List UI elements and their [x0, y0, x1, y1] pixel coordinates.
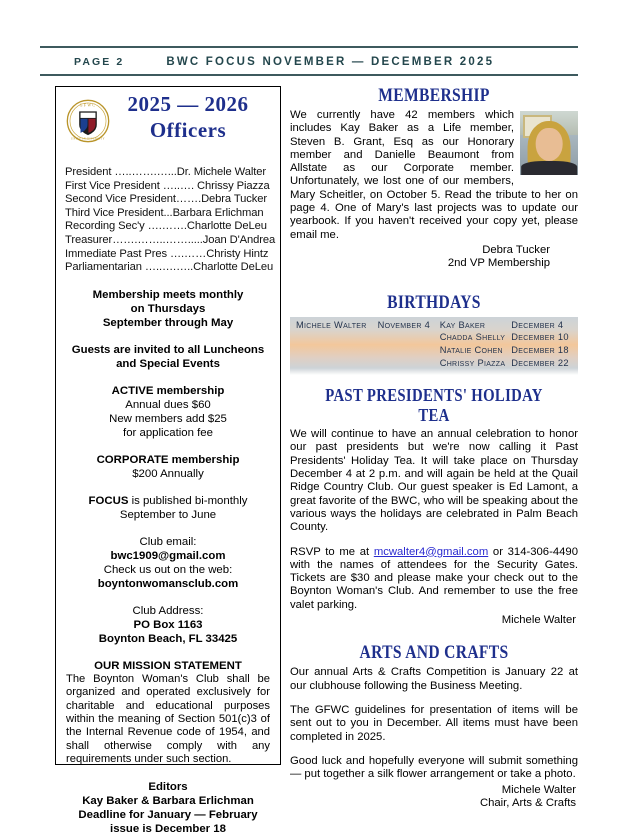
arts-crafts-signoff [290, 784, 578, 811]
active-membership-line: New members add $25 [109, 412, 227, 425]
meeting-line: September through May [102, 316, 234, 329]
officer-dots: ……. [175, 193, 202, 206]
birthdays-section-title: BIRTHDAYS [387, 291, 481, 313]
corporate-membership-line: $200 Annually [132, 467, 204, 480]
arts-crafts-signoff-name: Michele Walter [501, 783, 576, 796]
birthday-name-left: Michele Walter [296, 319, 367, 330]
birthdays-table-wrap [290, 317, 578, 375]
birthday-name-left [296, 345, 378, 358]
holiday-tea-signoff-name: Michele Walter [501, 614, 576, 627]
membership-signoff-role: 2nd VP Membership [447, 257, 550, 270]
birthday-name-right: Chrissy Piazza [439, 357, 506, 368]
svg-text:UNITY IN DIVERSITY: UNITY IN DIVERSITY [71, 137, 105, 141]
birthday-date-right: December 18 [511, 344, 569, 355]
holiday-tea-para1: We will continue to have an annual celebration to honor our past presidents but we're now calling it Past Presidents' Holiday Tea. It will take place on Thursday December 4 at 2 p.m. and will again be held at the Quail Ridge Country Club. Our guest speaker is Ed Lamont, a great favorite of the BWC, who will be speaking about the various ways the holidays are celebrated in Palm Beach County. [290, 428, 578, 534]
mission-statement-body: The Boynton Woman's Club shall be organized and operated exclusively for charitable and educational purposes within the meaning of Section 501(c)3 of the Internal Revenue code of 1954, and shall otherwise comply with any requirements under such section. [66, 672, 270, 766]
membership-author-photo [520, 111, 578, 175]
birthday-name-right: Natalie Cohen [439, 344, 503, 355]
birthday-date-left [378, 358, 440, 371]
focus-word: FOCUS [88, 494, 129, 507]
corporate-membership-title: CORPORATE membership [96, 453, 240, 466]
arts-crafts-para2: The GFWC guidelines for presentation of items will be sent out to you in December. All items must have been completed in 2025. [290, 704, 578, 743]
editors-names: Kay Baker & Barbara Erlichman [82, 794, 254, 807]
main-content-column [290, 86, 578, 810]
membership-section-title: MEMBERSHIP [378, 85, 490, 106]
birthday-date-left [378, 332, 440, 345]
officer-role: Immediate Past Pres [65, 247, 167, 260]
rsvp-email-link[interactable]: mcwalter4@gmail.com [373, 545, 489, 558]
officer-name: Debra Tucker [201, 193, 268, 206]
table-row [296, 332, 572, 345]
club-email-value[interactable]: bwc1909@gmail.com [110, 549, 226, 562]
officers-header [64, 93, 272, 165]
active-membership-line: Annual dues $60 [125, 398, 211, 411]
officer-row [65, 193, 271, 207]
membership-signoff [290, 244, 578, 271]
officer-dots: …..…. [159, 179, 198, 192]
birthday-name-left [296, 332, 378, 345]
birthday-date-right: December 10 [511, 332, 569, 343]
officer-name: Charlotte DeLeu [186, 220, 267, 233]
officer-row [65, 180, 271, 194]
officer-name: Charlotte DeLeu [193, 261, 274, 274]
editors-deadline-line2: issue is December 18 [110, 822, 226, 835]
officers-year: 2025 — 2026 [127, 92, 249, 116]
focus-publication [64, 494, 272, 522]
corporate-membership [64, 453, 272, 481]
officer-row [65, 261, 274, 275]
birthdays-table [296, 320, 572, 370]
rsvp-suffix: or 314-306-4490 with the names of attendees for the Security Gates. Tickets are $30 and please make your check out to the Boynton Woman's Club. And remember to use the free valet parking. [290, 545, 578, 611]
officer-role: President [65, 166, 112, 178]
birthday-name-right: Chadda Shelly [439, 332, 506, 343]
membership-body-text: We currently have 42 members which includes Kay Baker as a Life member, Steven B. Grant, Esq as our Honorary member and Danielle Beaumont from Allstate as our Corporate member. Unfortunately, we lost one of our members, Mary Scheitler, on October 5. Read the tribute to her on page 4. One of Mary's last projects was to update our yearbook. If you haven't received your copy yet, please email me. [290, 109, 578, 241]
membership-signoff-name: Debra Tucker [482, 243, 550, 256]
holiday-tea-body [290, 428, 578, 612]
club-web-label: Check us out on the web: [103, 563, 233, 576]
meeting-schedule [64, 288, 272, 330]
officer-name: Chrissy Piazza [197, 179, 270, 192]
officer-row [65, 248, 271, 262]
birthday-name-right: Kay Baker [439, 319, 486, 330]
officer-role: First Vice President [65, 179, 160, 192]
officers-heading: Officers [149, 118, 227, 143]
active-membership-title: ACTIVE membership [111, 384, 225, 397]
active-membership-line: for application fee [123, 426, 213, 439]
club-address-line2: Boynton Beach, FL 33425 [98, 632, 238, 645]
officer-dots: …..…….…... [111, 166, 177, 178]
holiday-tea-section-title: PAST PRESIDENTS' HOLIDAY TEA [325, 385, 543, 426]
birthday-name-left [296, 358, 378, 371]
svg-text:GFWC: GFWC [79, 102, 97, 108]
sidebar-info-box [55, 86, 281, 835]
club-address [64, 604, 272, 646]
officer-role: Treasurer [65, 233, 113, 246]
table-row [296, 345, 572, 358]
arts-crafts-para1: Our annual Arts & Crafts Competition is January 22 at our clubhouse following the Business Meeting. [290, 666, 578, 692]
arts-crafts-para3: Good luck and hopefully everyone will submit something — put together a silk flower arrangement or take a photo. [290, 754, 578, 781]
officer-dots: …….……..……..... [112, 233, 203, 246]
newsletter-title: BWC FOCUS NOVEMBER — DECEMBER 2025 [166, 56, 495, 68]
table-row [296, 358, 572, 371]
officer-role: Recording Sec'y [65, 220, 145, 233]
meeting-line: on Thursdays [130, 302, 206, 315]
officer-role: Parliamentarian [65, 261, 142, 274]
birthday-date-left [378, 345, 440, 358]
officer-row [65, 166, 271, 180]
birthday-date-right: December 4 [511, 319, 564, 330]
birthday-date-right: December 22 [511, 357, 569, 368]
meeting-line: Membership meets monthly [92, 288, 244, 301]
officer-dots: ….…… [166, 247, 207, 260]
page-number-label: PAGE 2 [74, 56, 125, 68]
club-address-line1: PO Box 1163 [133, 618, 203, 631]
officer-name: Barbara Erlichman [172, 206, 264, 219]
officer-row [65, 207, 271, 221]
rsvp-prefix: RSVP to me at [290, 545, 374, 558]
editors-title: Editors [148, 780, 188, 793]
officer-name: Joan D'Andrea [202, 233, 276, 246]
arts-crafts-body [290, 666, 578, 781]
editors-deadline-line1: Deadline for January — February [78, 808, 258, 821]
officer-name: Dr. Michele Walter [176, 166, 266, 178]
mission-statement-title: OUR MISSION STATEMENT [94, 659, 242, 672]
club-contact [64, 535, 272, 591]
officer-dots: ... [163, 206, 173, 219]
club-email-label: Club email: [139, 535, 197, 548]
arts-crafts-signoff-role: Chair, Arts & Crafts [479, 796, 576, 809]
focus-publication-line: September to June [119, 508, 217, 521]
arts-crafts-section-title: ARTS AND CRAFTS [359, 642, 509, 664]
officer-name: Christy Hintz [206, 247, 269, 260]
holiday-tea-signoff [290, 614, 578, 627]
guests-note [64, 343, 272, 371]
officer-dots: …..….….. [141, 261, 194, 274]
club-website-value[interactable]: boyntonwomansclub.com [97, 577, 239, 590]
focus-rest: is published bi-monthly [128, 494, 248, 507]
holiday-tea-para2 [290, 546, 578, 612]
officer-role: Third Vice President [65, 206, 164, 219]
masthead [40, 46, 578, 76]
club-address-label: Club Address: [132, 604, 204, 617]
table-row [296, 320, 572, 333]
editors-block [64, 780, 272, 836]
officer-row [65, 233, 276, 248]
active-membership [64, 384, 272, 440]
birthday-date-left: November 4 [377, 319, 431, 330]
guests-line: and Special Events [116, 357, 220, 370]
officers-list [64, 166, 276, 275]
officer-role: Second Vice President [65, 193, 176, 206]
guests-line: Guests are invited to all Luncheons [71, 343, 265, 356]
officer-row [65, 220, 271, 234]
membership-section-body [290, 109, 578, 242]
focus-publication-line [64, 494, 272, 508]
officer-dots: ….……. [144, 220, 187, 233]
